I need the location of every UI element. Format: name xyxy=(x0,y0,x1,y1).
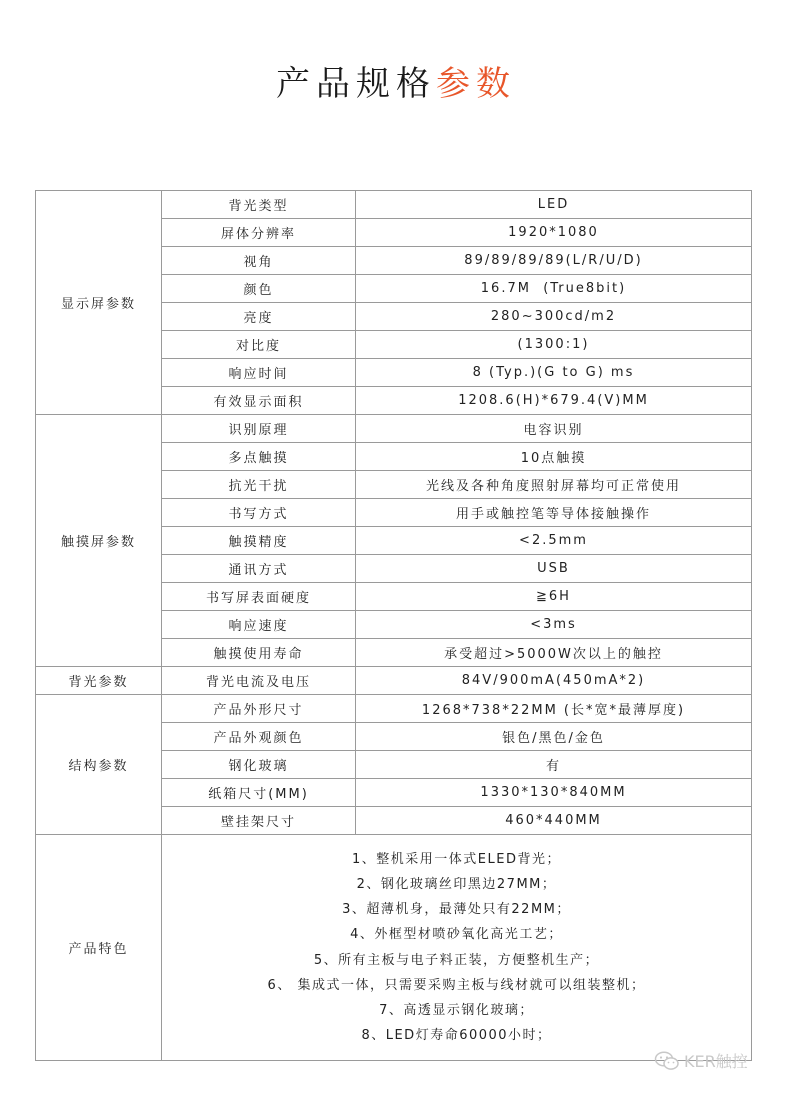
spec-value: 银色/黑色/金色 xyxy=(356,723,752,751)
spec-value: 电容识别 xyxy=(356,415,752,443)
section-name: 显示屏参数 xyxy=(36,191,162,415)
spec-value: LED xyxy=(356,191,752,219)
spec-value: 8 (Typ.)(G to G) ms xyxy=(356,359,752,387)
table-row xyxy=(36,191,752,219)
spec-label: 触摸精度 xyxy=(162,527,356,555)
page-title xyxy=(0,56,792,105)
feature-item: 6、 集成式一体，只需要采购主板与线材就可以组装整机； xyxy=(267,977,646,993)
spec-table-body xyxy=(36,191,752,1061)
spec-value: 用手或触控笔等导体接触操作 xyxy=(356,499,752,527)
spec-value: 10点触摸 xyxy=(356,443,752,471)
spec-label: 颜色 xyxy=(162,275,356,303)
watermark xyxy=(654,1049,748,1072)
spec-label: 触摸使用寿命 xyxy=(162,639,356,667)
spec-value: (1300:1) xyxy=(356,331,752,359)
spec-label: 视角 xyxy=(162,247,356,275)
spec-table xyxy=(35,190,752,1061)
feature-item: 4、外框型材喷砂氧化高光工艺； xyxy=(350,927,563,943)
spec-label: 通讯方式 xyxy=(162,555,356,583)
table-row xyxy=(36,695,752,723)
spec-label: 书写方式 xyxy=(162,499,356,527)
spec-value: <3ms xyxy=(356,611,752,639)
section-name: 背光参数 xyxy=(36,667,162,695)
spec-value: 280~300cd/m2 xyxy=(356,303,752,331)
spec-value: 1920*1080 xyxy=(356,219,752,247)
spec-label: 多点触摸 xyxy=(162,443,356,471)
spec-label: 识别原理 xyxy=(162,415,356,443)
spec-label: 背光类型 xyxy=(162,191,356,219)
spec-label: 钢化玻璃 xyxy=(162,751,356,779)
spec-value: 89/89/89/89(L/R/U/D) xyxy=(356,247,752,275)
spec-value: ≧6H xyxy=(356,583,752,611)
spec-value: 有 xyxy=(356,751,752,779)
spec-value: 460*440MM xyxy=(356,807,752,835)
spec-label: 有效显示面积 xyxy=(162,387,356,415)
feature-item: 8、LED灯寿命60000小时； xyxy=(361,1028,552,1044)
table-row xyxy=(36,667,752,695)
spec-value: 16.7M (True8bit) xyxy=(356,275,752,303)
feature-item: 3、超薄机身，最薄处只有22MM； xyxy=(342,902,571,918)
spec-label: 响应速度 xyxy=(162,611,356,639)
feature-item: 1、整机采用一体式ELED背光； xyxy=(352,851,561,867)
spec-label: 对比度 xyxy=(162,331,356,359)
wechat-icon xyxy=(654,1051,680,1071)
title-main: 产品规格 xyxy=(276,64,436,104)
watermark-text: KER触控 xyxy=(684,1052,748,1071)
title-accent: 参数 xyxy=(436,64,516,104)
spec-label: 背光电流及电压 xyxy=(162,667,356,695)
features-row xyxy=(36,835,752,1061)
section-name: 结构参数 xyxy=(36,695,162,835)
spec-value: <2.5mm xyxy=(356,527,752,555)
table-row xyxy=(36,415,752,443)
spec-label: 亮度 xyxy=(162,303,356,331)
feature-item: 2、钢化玻璃丝印黑边27MM； xyxy=(356,876,557,892)
spec-label: 产品外形尺寸 xyxy=(162,695,356,723)
feature-item: 7、高透显示钢化玻璃； xyxy=(379,1002,534,1018)
spec-label: 书写屏表面硬度 xyxy=(162,583,356,611)
spec-value: USB xyxy=(356,555,752,583)
spec-label: 壁挂架尺寸 xyxy=(162,807,356,835)
spec-value: 1330*130*840MM xyxy=(356,779,752,807)
spec-label: 纸箱尺寸(MM) xyxy=(162,779,356,807)
spec-value: 1208.6(H)*679.4(V)MM xyxy=(356,387,752,415)
spec-label: 响应时间 xyxy=(162,359,356,387)
spec-value: 84V/900mA(450mA*2) xyxy=(356,667,752,695)
features-list xyxy=(162,835,752,1061)
spec-label: 产品外观颜色 xyxy=(162,723,356,751)
spec-label: 抗光干扰 xyxy=(162,471,356,499)
spec-label: 屏体分辨率 xyxy=(162,219,356,247)
section-name: 触摸屏参数 xyxy=(36,415,162,667)
spec-value: 光线及各种角度照射屏幕均可正常使用 xyxy=(356,471,752,499)
spec-value: 1268*738*22MM (长*宽*最薄厚度) xyxy=(356,695,752,723)
section-name: 产品特色 xyxy=(36,835,162,1061)
feature-item: 5、所有主板与电子料正装，方便整机生产； xyxy=(313,952,600,968)
spec-value: 承受超过>5000W次以上的触控 xyxy=(356,639,752,667)
